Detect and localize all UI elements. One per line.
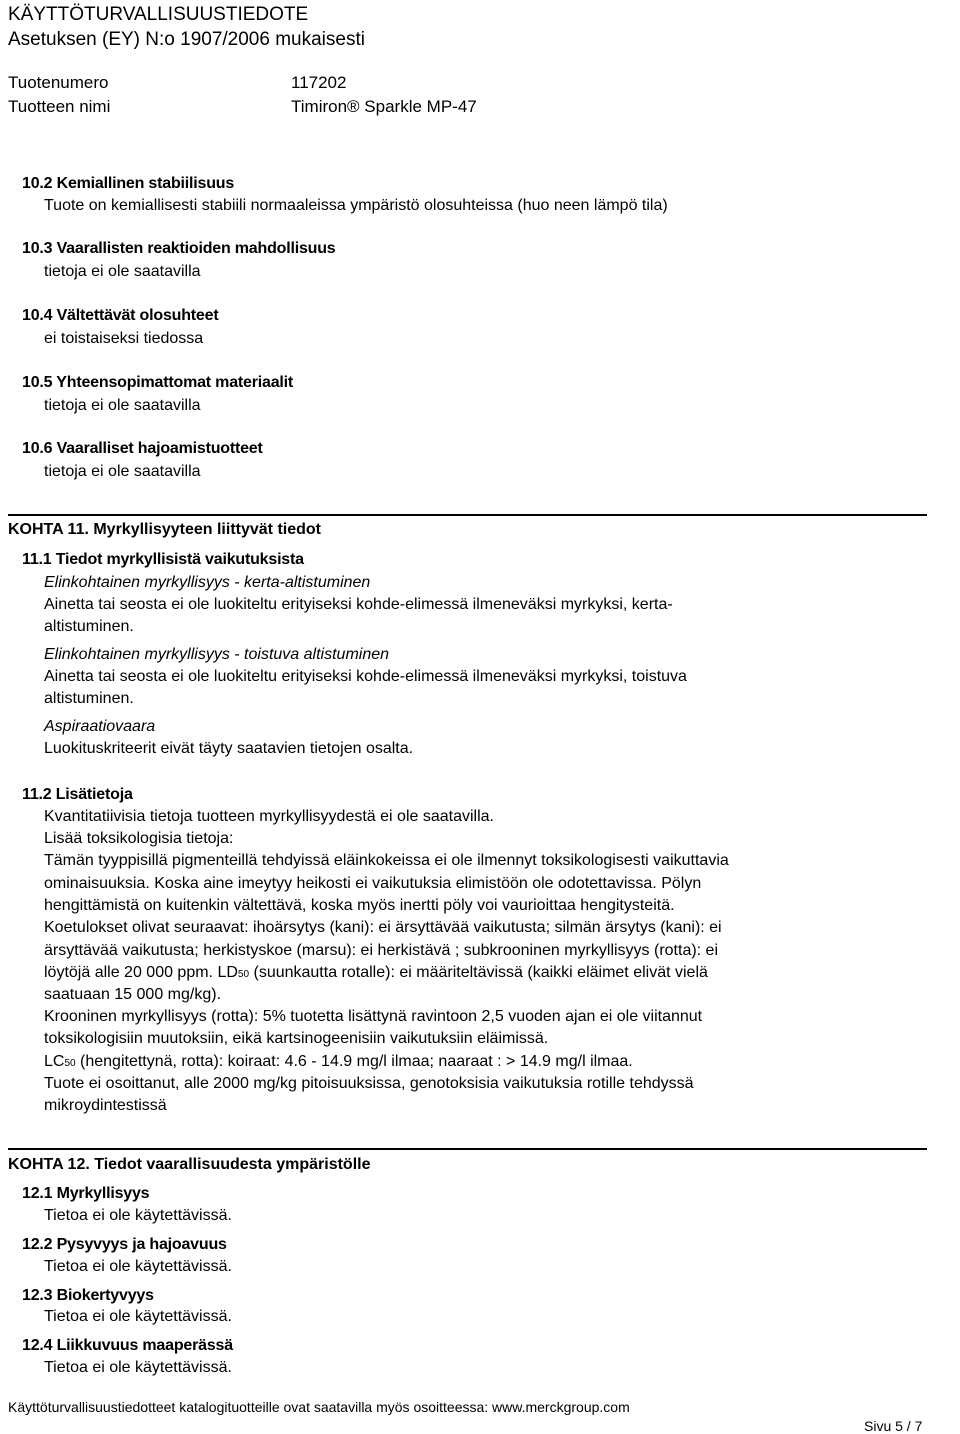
section-10-5-title: 10.5 Yhteensopimattomat materiaalit <box>22 374 294 391</box>
section-11-heading: KOHTA 11. Myrkyllisyyteen liittyvät tiedot <box>8 521 321 538</box>
toxicology-line-6-start: löytöjä alle 20 000 ppm. <box>44 964 213 981</box>
ld-subscript: 50 <box>237 969 250 980</box>
quantitative-text: Kvantitatiivisia tietoja tuotteen myrkyllisyydestä ei ole saatavilla. <box>44 808 494 825</box>
toxicology-line-10 <box>44 1053 633 1071</box>
section-12-heading: KOHTA 12. Tiedot vaarallisuudesta ympäristölle <box>8 1156 371 1173</box>
footer-note: Käyttöturvallisuustiedotteet katalogituotteille ovat saatavilla myös osoitteessa: www.merckgroup.com <box>8 1399 630 1415</box>
toxicology-line-2: ominaisuuksia. Koska aine imeytyy heikosti ei vaikutuksia elimistöön ole odotettavissa. Pölyn <box>44 875 702 892</box>
section-10-6-text: tietoja ei ole saatavilla <box>44 463 201 480</box>
toxicology-line-10-end: (hengitettynä, rotta): koiraat: 4.6 - 14.9 mg/l ilmaa; naaraat : > 14.9 mg/l ilmaa. <box>80 1053 633 1070</box>
toxicology-line-7: saatuaan 15 000 mg/kg). <box>44 986 222 1003</box>
section-11-rule <box>8 514 927 516</box>
toxicology-line-3: hengittämistä on kuitenkin vältettävä, koska myös inertti pöly voi vaurioittaa hengitysteitä. <box>44 897 675 914</box>
section-12-3-text: Tietoa ei ole käytettävissä. <box>44 1308 232 1325</box>
single-exposure-text-1: Ainetta tai seosta ei ole luokiteltu erityiseksi kohde-elimessä ilmeneväksi myrkyksi, kerta- <box>44 596 673 613</box>
toxicology-line-6 <box>44 964 708 982</box>
section-10-3-text: tietoja ei ole saatavilla <box>44 263 201 280</box>
product-name-label: Tuotteen nimi <box>8 97 111 116</box>
section-12-2-text: Tietoa ei ole käytettävissä. <box>44 1258 232 1275</box>
ld-label: LD <box>217 964 238 981</box>
section-12-2-title: 12.2 Pysyvyys ja hajoavuus <box>22 1236 227 1253</box>
more-toxicology-label: Lisää toksikologisia tietoja: <box>44 830 234 847</box>
toxicology-line-5: ärsyttävää vaikutusta; herkistyskoe (marsu): ei herkistävä ; subkrooninen myrkyllisyys (rotta): ei <box>44 942 719 959</box>
section-11-1-title: 11.1 Tiedot myrkyllisistä vaikutuksista <box>22 551 304 568</box>
product-name: Timiron® Sparkle MP-47 <box>291 97 477 116</box>
toxicology-line-4: Koetulokset olivat seuraavat: ihoärsytys (kani): ei ärsyttävää vaikutusta; silmän ärsytys (kani): ei <box>44 919 722 936</box>
aspiration-text: Luokituskriteerit eivät täyty saatavien tietojen osalta. <box>44 740 414 757</box>
section-12-rule <box>8 1148 927 1150</box>
toxicology-line-6-end: (suunkautta rotalle): ei määriteltävissä (kaikki eläimet elivät vielä <box>253 964 708 981</box>
section-12-3-title: 12.3 Biokertyvyys <box>22 1287 154 1304</box>
section-10-4-title: 10.4 Vältettävät olosuhteet <box>22 307 219 324</box>
section-10-4-text: ei toistaiseksi tiedossa <box>44 330 204 347</box>
regulation-text: Asetuksen (EY) N:o 1907/2006 mukaisesti <box>8 29 365 50</box>
toxicology-line-11: Tuote ei osoittanut, alle 2000 mg/kg pitoisuuksissa, genotoksisia vaikutuksia rotille tehdyssä <box>44 1075 694 1092</box>
product-number-label: Tuotenumero <box>8 73 109 92</box>
repeated-exposure-text-1: Ainetta tai seosta ei ole luokiteltu erityiseksi kohde-elimessä ilmeneväksi myrkyksi, toistuva <box>44 668 687 685</box>
toxicology-line-9: toksikologisiin muutoksiin, eikä kartsinogeenisiin vaikutuksiin eläimissä. <box>44 1030 549 1047</box>
toxicology-line-1: Tämän tyyppisillä pigmenteillä tehdyissä eläinkokeissa ei ole ilmennyt toksikologisesti vaikuttavia <box>44 852 729 869</box>
toxicology-line-8: Krooninen myrkyllisyys (rotta): 5% tuotetta lisättynä ravintoon 2,5 vuoden ajan ei ole viitannut <box>44 1008 703 1025</box>
toxicology-line-12: mikroydintestissä <box>44 1097 167 1114</box>
section-10-3-title: 10.3 Vaarallisten reaktioiden mahdollisuus <box>22 240 336 257</box>
document-title: KÄYTTÖTURVALLISUUSTIEDOTE <box>8 4 309 25</box>
section-10-2-title: 10.2 Kemiallinen stabiilisuus <box>22 175 235 192</box>
repeated-exposure-label: Elinkohtainen myrkyllisyys - toistuva altistuminen <box>44 646 390 663</box>
section-10-5-text: tietoja ei ole saatavilla <box>44 397 201 414</box>
section-10-2-text: Tuote on kemiallisesti stabiili normaaleissa ympäristö olosuhteissa (huo neen lämpö tila) <box>44 197 668 214</box>
section-11-2-title: 11.2 Lisätietoja <box>22 786 133 803</box>
section-12-1-title: 12.1 Myrkyllisyys <box>22 1185 150 1202</box>
single-exposure-label: Elinkohtainen myrkyllisyys - kerta-altistuminen <box>44 574 371 591</box>
single-exposure-text-2: altistuminen. <box>44 618 134 635</box>
lc-label: LC <box>44 1053 65 1070</box>
aspiration-label: Aspiraatiovaara <box>44 718 156 735</box>
repeated-exposure-text-2: altistuminen. <box>44 690 134 707</box>
section-10-6-title: 10.6 Vaaralliset hajoamistuotteet <box>22 440 263 457</box>
section-12-1-text: Tietoa ei ole käytettävissä. <box>44 1207 232 1224</box>
section-12-4-text: Tietoa ei ole käytettävissä. <box>44 1359 232 1376</box>
page-number: Sivu 5 / 7 <box>864 1418 923 1434</box>
lc-subscript: 50 <box>64 1058 76 1069</box>
section-12-4-title: 12.4 Liikkuvuus maaperässä <box>22 1337 233 1354</box>
product-number: 117202 <box>291 73 347 92</box>
